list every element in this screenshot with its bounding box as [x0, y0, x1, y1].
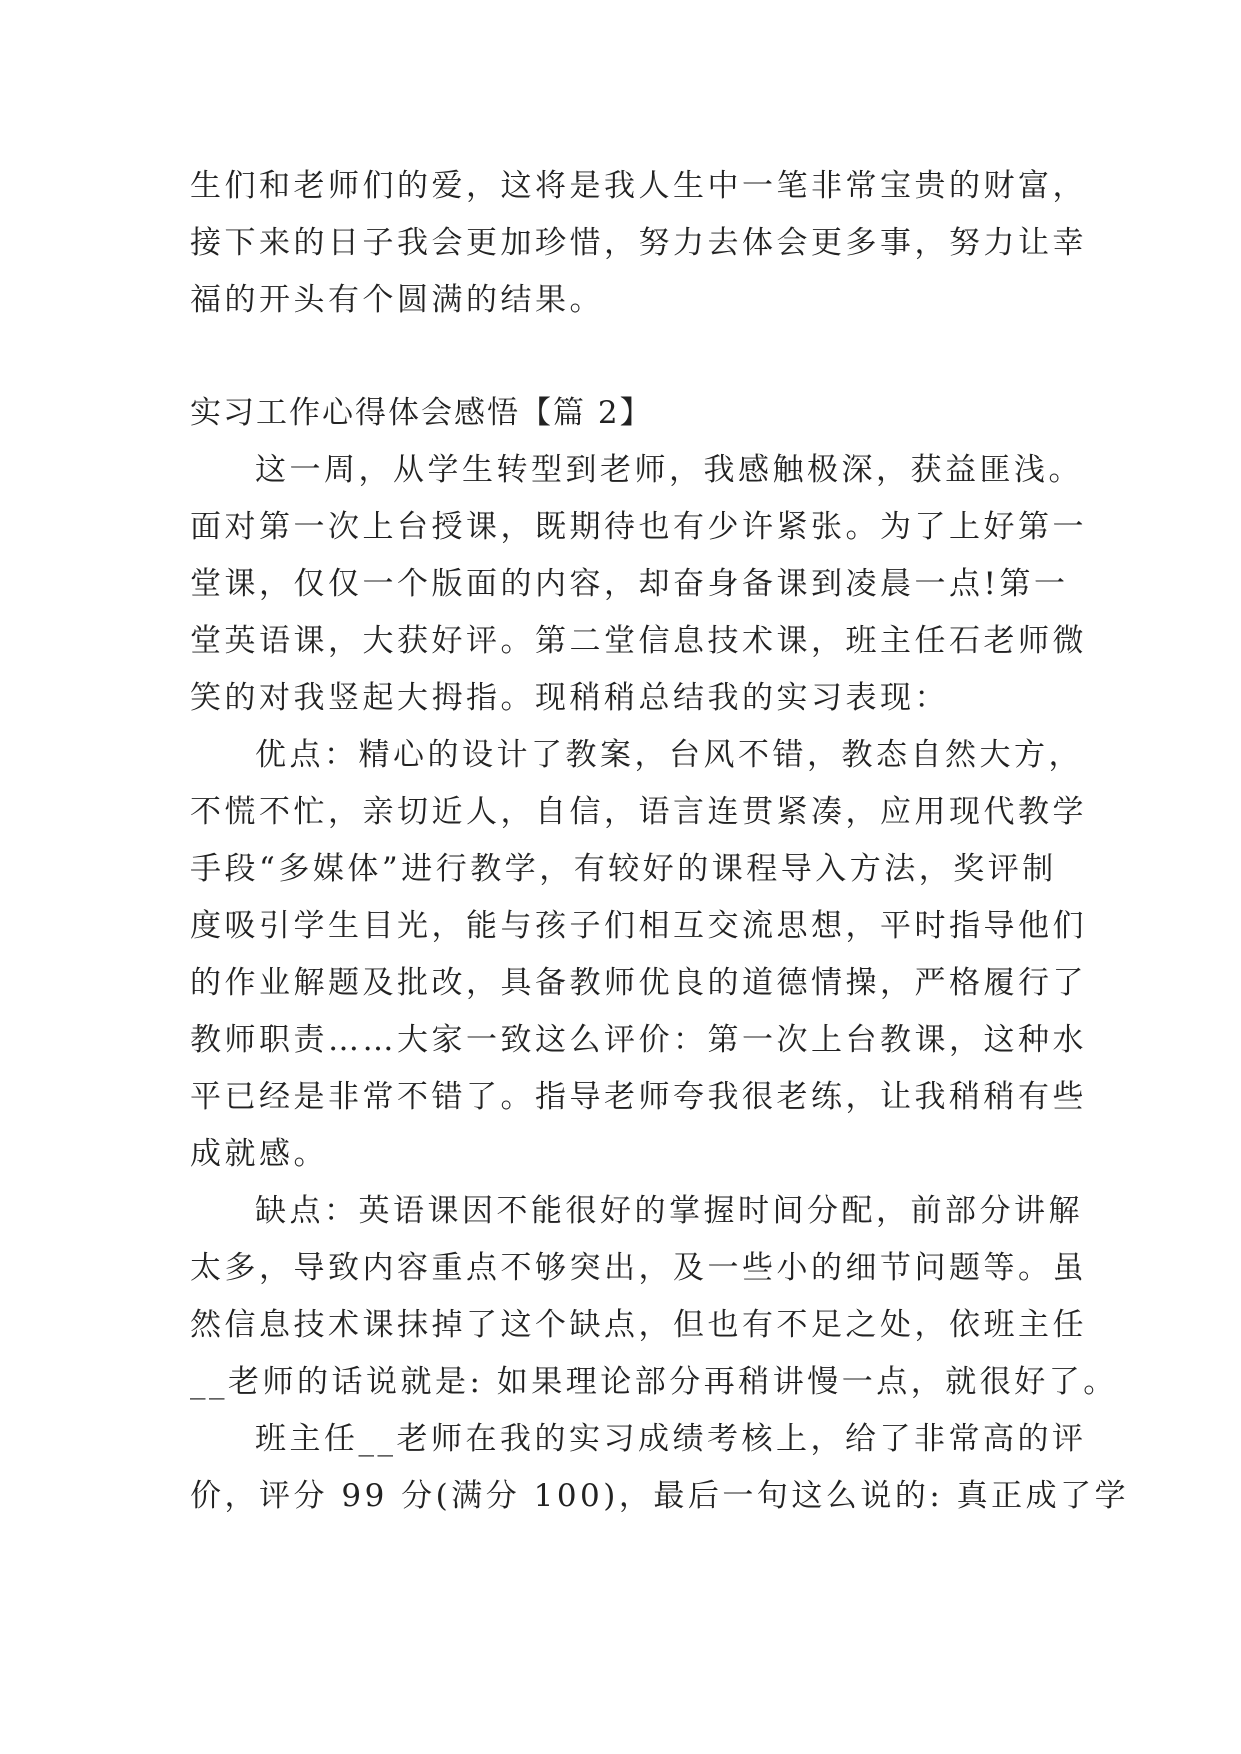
paragraph-line: 生们和老师们的爱，这将是我人生中一笔非常宝贵的财富，	[190, 168, 1087, 204]
paragraph-line: 不慌不忙，亲切近人，自信，语言连贯紧凑，应用现代教学	[190, 794, 1087, 830]
paragraph-line: 度吸引学生目光，能与孩子们相互交流思想，平时指导他们	[190, 908, 1087, 944]
paragraph-line: 价，评分 99 分(满分 100)，最后一句这么说的: 真正成了学	[190, 1478, 1130, 1514]
section-heading: 实习工作心得体会感悟【篇 2】	[190, 395, 653, 431]
paragraph-line: 缺点：英语课因不能很好的掌握时间分配，前部分讲解	[255, 1193, 1083, 1229]
paragraph-line: __老师的话说就是: 如果理论部分再稍讲慢一点，就很好了。	[190, 1364, 1118, 1400]
paragraph-line: 堂英语课，大获好评。第二堂信息技术课，班主任石老师微	[190, 623, 1087, 659]
paragraph-line: 成就感。	[190, 1136, 328, 1172]
paragraph-line: 福的开头有个圆满的结果。	[190, 282, 604, 318]
paragraph-line: 优点：精心的设计了教案，台风不错，教态自然大方，	[255, 737, 1083, 773]
paragraph-line: 这一周，从学生转型到老师，我感触极深，获益匪浅。	[255, 452, 1083, 488]
paragraph-line: 面对第一次上台授课，既期待也有少许紧张。为了上好第一	[190, 509, 1087, 545]
paragraph-line: 堂课，仅仅一个版面的内容，却奋身备课到凌晨一点!第一	[190, 566, 1069, 602]
paragraph-line: 平已经是非常不错了。指导老师夸我很老练，让我稍稍有些	[190, 1079, 1087, 1115]
paragraph-line: 手段“多媒体”进行教学，有较好的课程导入方法，奖评制	[190, 851, 1057, 887]
paragraph-line: 笑的对我竖起大拇指。现稍稍总结我的实习表现：	[190, 680, 949, 716]
paragraph-line: 的作业解题及批改，具备教师优良的道德情操，严格履行了	[190, 965, 1087, 1001]
paragraph-line: 接下来的日子我会更加珍惜，努力去体会更多事，努力让幸	[190, 225, 1087, 261]
paragraph-line: 太多，导致内容重点不够突出，及一些小的细节问题等。虽	[190, 1250, 1087, 1286]
paragraph-line: 然信息技术课抹掉了这个缺点，但也有不足之处，依班主任	[190, 1307, 1087, 1343]
paragraph-line: 班主任__老师在我的实习成绩考核上，给了非常高的评	[255, 1421, 1087, 1457]
paragraph-line: 教师职责……大家一致这么评价：第一次上台教课，这种水	[190, 1022, 1087, 1058]
